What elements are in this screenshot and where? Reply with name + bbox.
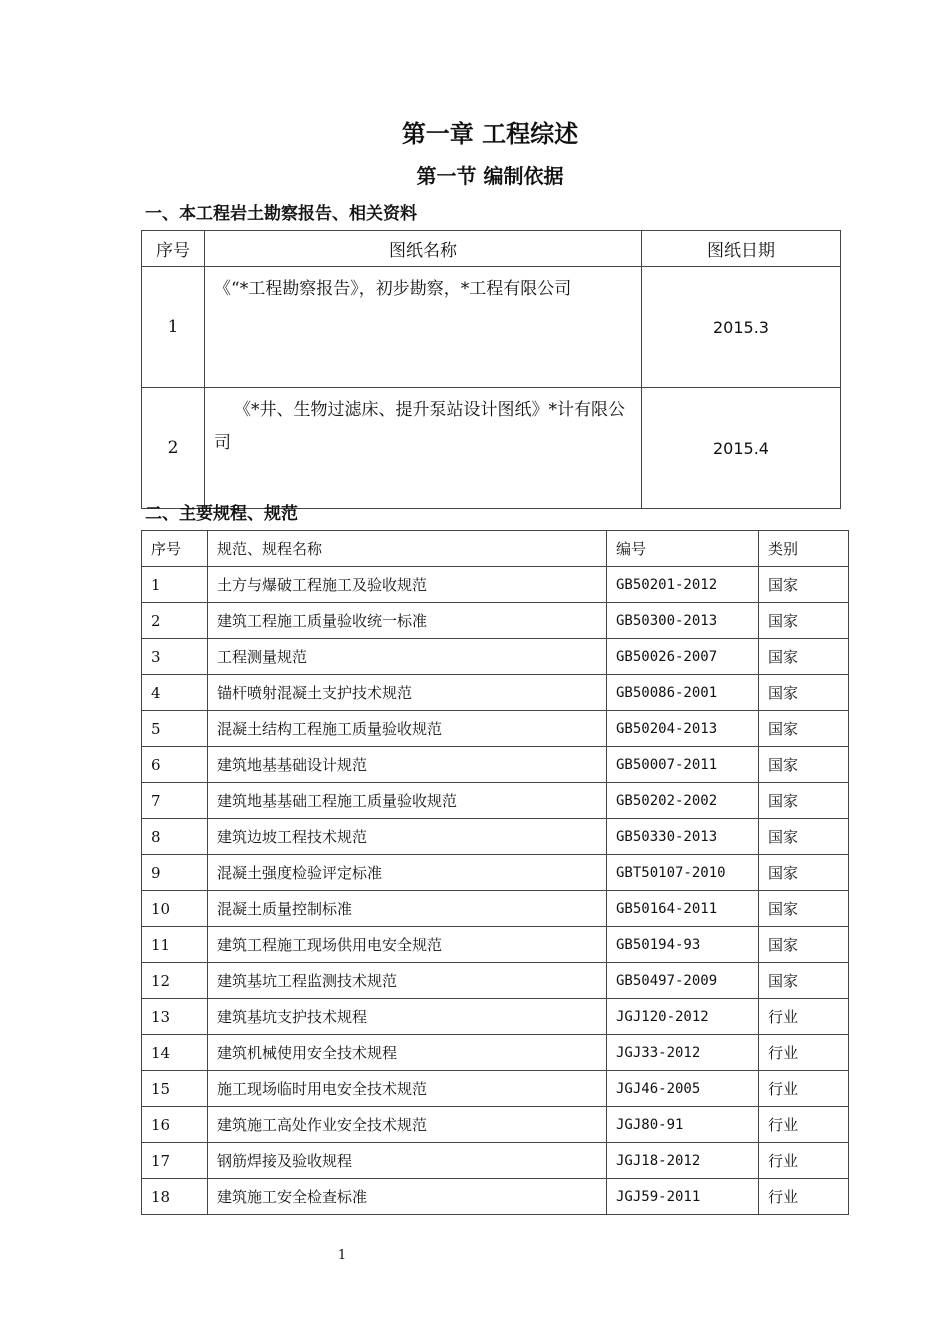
table-row bbox=[142, 567, 849, 603]
standards-table bbox=[141, 530, 849, 1215]
row-code: GB50202-2002 bbox=[607, 783, 759, 819]
header-standard-name: 规范、规程名称 bbox=[208, 531, 607, 567]
row-category: 国家 bbox=[759, 567, 849, 603]
row-standard-name: 建筑施工高处作业安全技术规范 bbox=[208, 1107, 607, 1143]
row-no: 3 bbox=[142, 639, 208, 675]
part2-heading: 二、主要规程、规范 bbox=[145, 504, 298, 524]
row-code: JGJ80-91 bbox=[607, 1107, 759, 1143]
chapter-title: 第一章 工程综述 bbox=[401, 120, 579, 148]
row-standard-name: 建筑工程施工现场供用电安全规范 bbox=[208, 927, 607, 963]
table-header-row bbox=[142, 231, 841, 267]
table-row bbox=[142, 603, 849, 639]
row-code: GB50086-2001 bbox=[607, 675, 759, 711]
row-standard-name: 混凝土结构工程施工质量验收规范 bbox=[208, 711, 607, 747]
header-code: 编号 bbox=[607, 531, 759, 567]
row-code: JGJ59-2011 bbox=[607, 1179, 759, 1215]
row-no: 11 bbox=[142, 927, 208, 963]
row-code: GB50194-93 bbox=[607, 927, 759, 963]
row-no: 12 bbox=[142, 963, 208, 999]
section-title: 第一节 编制依据 bbox=[416, 164, 564, 188]
row-no: 6 bbox=[142, 747, 208, 783]
row-category: 国家 bbox=[759, 675, 849, 711]
table-row bbox=[142, 388, 841, 509]
row-no: 7 bbox=[142, 783, 208, 819]
row-drawing-name: 《*井、生物过滤床、提升泵站设计图纸》*计有限公司 bbox=[205, 388, 642, 509]
row-code: GB50497-2009 bbox=[607, 963, 759, 999]
table-row bbox=[142, 747, 849, 783]
table-row bbox=[142, 963, 849, 999]
survey-documents-table bbox=[141, 230, 841, 509]
row-category: 行业 bbox=[759, 999, 849, 1035]
standards-table-body bbox=[142, 567, 849, 1215]
row-standard-name: 建筑边坡工程技术规范 bbox=[208, 819, 607, 855]
row-category: 行业 bbox=[759, 1143, 849, 1179]
header-no: 序号 bbox=[142, 231, 205, 267]
row-standard-name: 建筑机械使用安全技术规程 bbox=[208, 1035, 607, 1071]
row-category: 国家 bbox=[759, 747, 849, 783]
row-code: GB50026-2007 bbox=[607, 639, 759, 675]
table-row bbox=[142, 927, 849, 963]
row-category: 国家 bbox=[759, 927, 849, 963]
row-code: GB50204-2013 bbox=[607, 711, 759, 747]
row-code: GB50007-2011 bbox=[607, 747, 759, 783]
row-standard-name: 钢筋焊接及验收规程 bbox=[208, 1143, 607, 1179]
row-no: 1 bbox=[142, 267, 205, 388]
table-row bbox=[142, 783, 849, 819]
table-row bbox=[142, 1107, 849, 1143]
row-no: 16 bbox=[142, 1107, 208, 1143]
row-code: GB50201-2012 bbox=[607, 567, 759, 603]
row-code: GB50164-2011 bbox=[607, 891, 759, 927]
row-category: 行业 bbox=[759, 1035, 849, 1071]
table-row bbox=[142, 639, 849, 675]
table-row bbox=[142, 999, 849, 1035]
row-code: JGJ18-2012 bbox=[607, 1143, 759, 1179]
row-no: 15 bbox=[142, 1071, 208, 1107]
row-category: 行业 bbox=[759, 1179, 849, 1215]
row-code: JGJ33-2012 bbox=[607, 1035, 759, 1071]
header-no: 序号 bbox=[142, 531, 208, 567]
row-code: GBT50107-2010 bbox=[607, 855, 759, 891]
row-standard-name: 混凝土质量控制标准 bbox=[208, 891, 607, 927]
row-drawing-date: 2015.3 bbox=[642, 267, 841, 388]
row-no: 4 bbox=[142, 675, 208, 711]
row-no: 14 bbox=[142, 1035, 208, 1071]
row-code: JGJ46-2005 bbox=[607, 1071, 759, 1107]
row-standard-name: 建筑基坑工程监测技术规范 bbox=[208, 963, 607, 999]
row-category: 行业 bbox=[759, 1107, 849, 1143]
row-standard-name: 土方与爆破工程施工及验收规范 bbox=[208, 567, 607, 603]
table-row bbox=[142, 1035, 849, 1071]
row-standard-name: 施工现场临时用电安全技术规范 bbox=[208, 1071, 607, 1107]
part1-heading: 一、本工程岩土勘察报告、相关资料 bbox=[145, 204, 417, 224]
row-code: GB50300-2013 bbox=[607, 603, 759, 639]
row-no: 10 bbox=[142, 891, 208, 927]
row-category: 国家 bbox=[759, 855, 849, 891]
table-row bbox=[142, 675, 849, 711]
row-category: 国家 bbox=[759, 603, 849, 639]
table-row bbox=[142, 855, 849, 891]
row-no: 13 bbox=[142, 999, 208, 1035]
row-drawing-date: 2015.4 bbox=[642, 388, 841, 509]
row-standard-name: 建筑地基基础设计规范 bbox=[208, 747, 607, 783]
row-category: 国家 bbox=[759, 711, 849, 747]
row-no: 9 bbox=[142, 855, 208, 891]
table-header-row bbox=[142, 531, 849, 567]
row-category: 国家 bbox=[759, 819, 849, 855]
row-no: 5 bbox=[142, 711, 208, 747]
table-row bbox=[142, 267, 841, 388]
row-category: 行业 bbox=[759, 1071, 849, 1107]
row-code: GB50330-2013 bbox=[607, 819, 759, 855]
row-category: 国家 bbox=[759, 639, 849, 675]
table-row bbox=[142, 711, 849, 747]
header-drawing-date: 图纸日期 bbox=[642, 231, 841, 267]
row-standard-name: 锚杆喷射混凝土支护技术规范 bbox=[208, 675, 607, 711]
table-row bbox=[142, 1143, 849, 1179]
row-standard-name: 建筑地基基础工程施工质量验收规范 bbox=[208, 783, 607, 819]
row-no: 18 bbox=[142, 1179, 208, 1215]
row-standard-name: 工程测量规范 bbox=[208, 639, 607, 675]
table-row bbox=[142, 891, 849, 927]
row-no: 8 bbox=[142, 819, 208, 855]
page-number: 1 bbox=[337, 1248, 347, 1263]
row-standard-name: 建筑基坑支护技术规程 bbox=[208, 999, 607, 1035]
table-row bbox=[142, 819, 849, 855]
table-row bbox=[142, 1071, 849, 1107]
row-standard-name: 建筑施工安全检查标准 bbox=[208, 1179, 607, 1215]
header-category: 类别 bbox=[759, 531, 849, 567]
row-category: 国家 bbox=[759, 783, 849, 819]
row-category: 国家 bbox=[759, 963, 849, 999]
row-no: 17 bbox=[142, 1143, 208, 1179]
row-drawing-name: 《“*工程勘察报告》，初步勘察，*工程有限公司 bbox=[205, 267, 642, 388]
row-code: JGJ120-2012 bbox=[607, 999, 759, 1035]
row-no: 2 bbox=[142, 603, 208, 639]
row-standard-name: 建筑工程施工质量验收统一标准 bbox=[208, 603, 607, 639]
header-drawing-name: 图纸名称 bbox=[205, 231, 642, 267]
row-category: 国家 bbox=[759, 891, 849, 927]
table-row bbox=[142, 1179, 849, 1215]
row-no: 2 bbox=[142, 388, 205, 509]
row-no: 1 bbox=[142, 567, 208, 603]
row-standard-name: 混凝土强度检验评定标准 bbox=[208, 855, 607, 891]
